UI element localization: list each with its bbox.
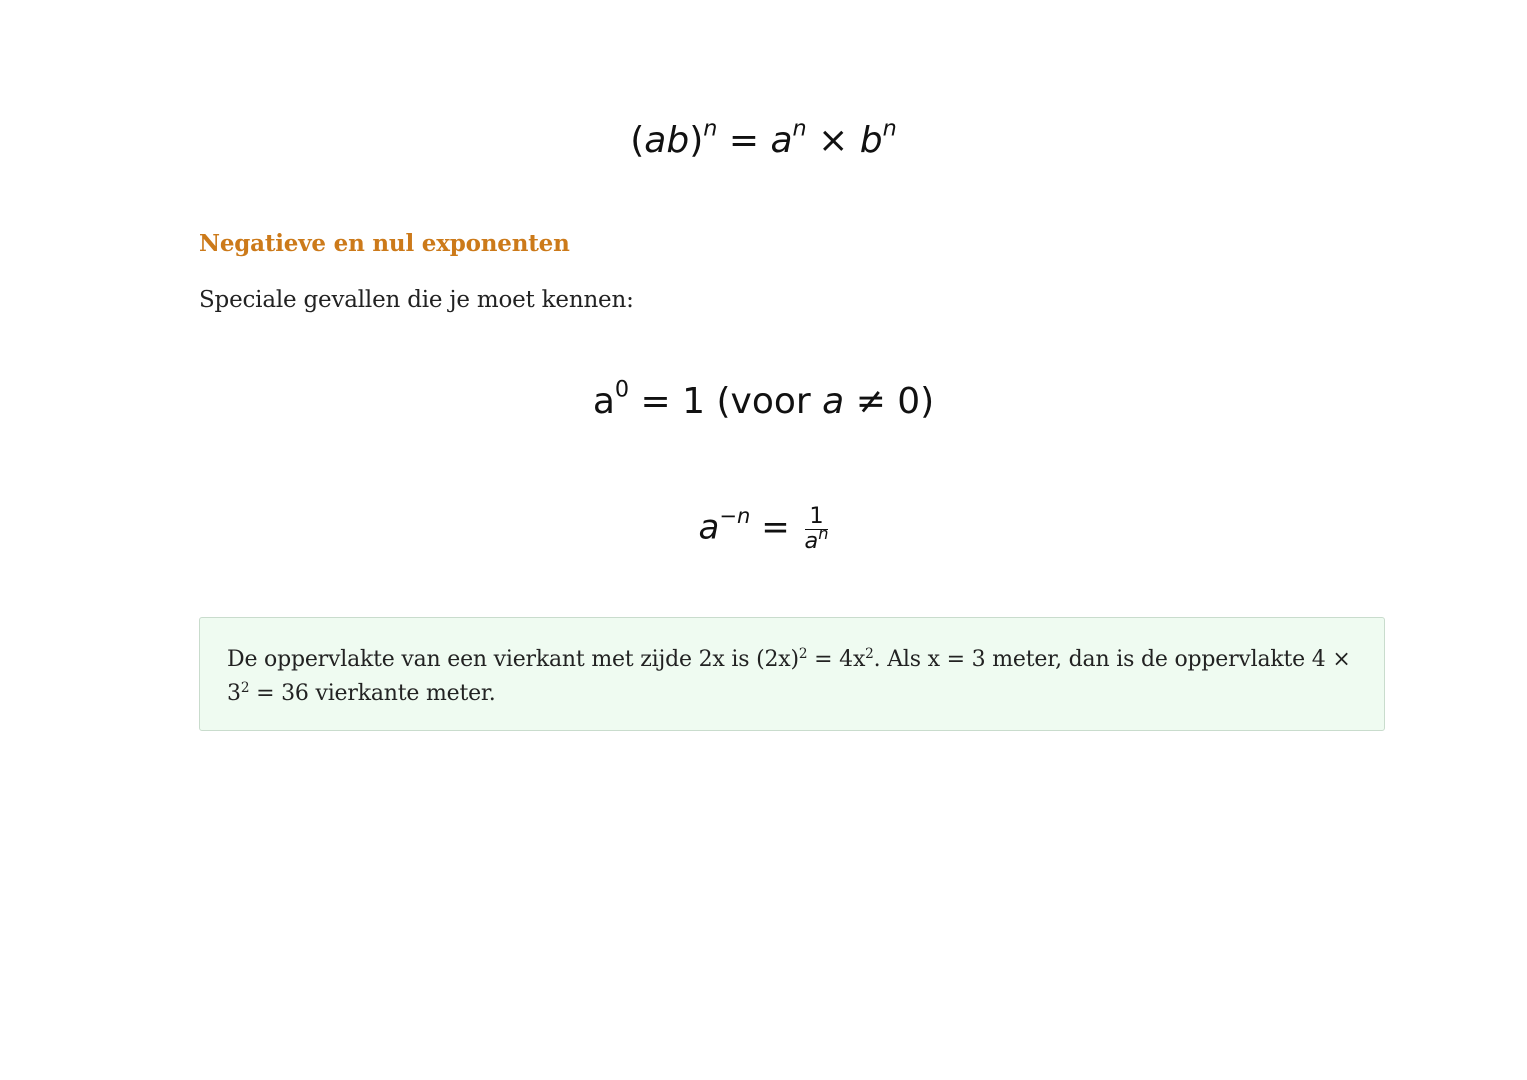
example-note: De oppervlakte van een vierkant met zijde 2x is $(2x)^2 = 4x^2$. Als x = 3 meter, dan is de oppervlakte $4 \times 3^2 = 36$ vierkante meter. <box>199 617 1385 731</box>
section-heading: Negatieve en nul exponenten <box>199 230 570 257</box>
formula-zero-exponent: $a^0 = 1$ (voor a ≠ 0) <box>592 376 935 422</box>
fraction: $\frac{1}{a^n}$ <box>804 503 829 554</box>
formula-negative-exponent: $a^{-n}$ = $\frac{1}{a^n}$ <box>698 502 829 554</box>
section-intro: Speciale gevallen die je moet kennen: <box>199 287 634 313</box>
formula-power-of-product: $(ab)^n = a^n \times b^n$ <box>630 115 897 161</box>
